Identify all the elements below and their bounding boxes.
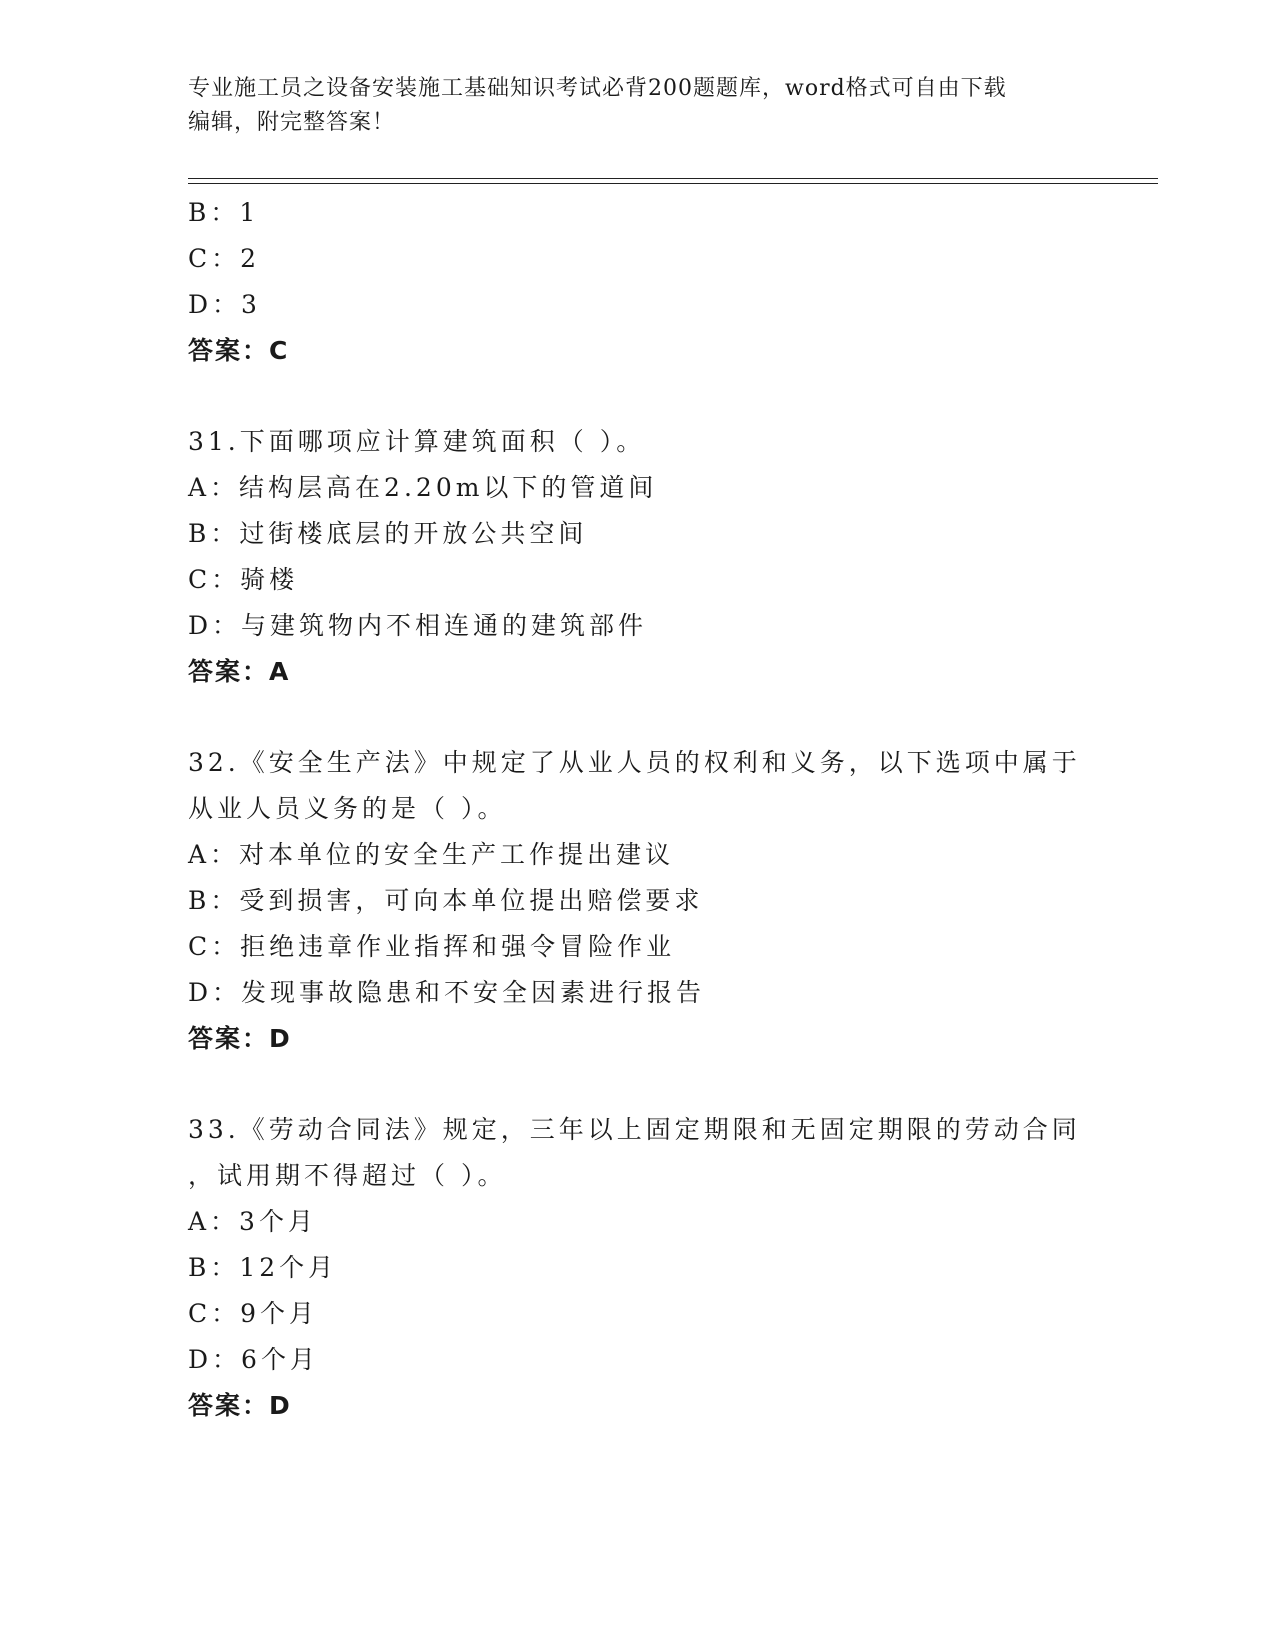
answer-line: 答案：A — [188, 657, 291, 686]
question-stem-line-1: 32.《安全生产法》中规定了从业人员的权利和义务，以下选项中属于 — [188, 748, 1081, 777]
answer-line: 答案：C — [188, 336, 290, 365]
option-c: C：2 — [188, 244, 261, 273]
question-stem-line-1: 33.《劳动合同法》规定，三年以上固定期限和无固定期限的劳动合同 — [188, 1115, 1081, 1144]
option-d: D：3 — [188, 290, 261, 319]
question-33 — [188, 1107, 1088, 1429]
answer-line: 答案：D — [188, 1391, 292, 1420]
option-a: A：3个月 — [188, 1207, 317, 1236]
option-b: B：过街楼底层的开放公共空间 — [188, 519, 588, 548]
option-c: C：拒绝违章作业指挥和强令冒险作业 — [188, 932, 676, 961]
option-a: A：结构层高在2.20m以下的管道间 — [188, 473, 658, 502]
option-d: D：与建筑物内不相连通的建筑部件 — [188, 611, 648, 640]
option-c: C：骑楼 — [188, 565, 299, 594]
question-stem-line-2: ，试用期不得超过（ ）。 — [188, 1161, 507, 1190]
option-c: C：9个月 — [188, 1299, 319, 1328]
question-spacer — [188, 374, 1088, 419]
question-stem: 31.下面哪项应计算建筑面积（ ）。 — [188, 427, 646, 456]
option-d: D：发现事故隐患和不安全因素进行报告 — [188, 978, 706, 1007]
option-b: B：受到损害，可向本单位提出赔偿要求 — [188, 886, 704, 915]
header-title-line-1: 专业施工员之设备安装施工基础知识考试必背200题题库，word格式可自由下载 — [188, 76, 1007, 101]
question-spacer — [188, 1062, 1088, 1107]
option-b: B：12个月 — [188, 1253, 338, 1282]
header-title-line-2: 编辑，附完整答案！ — [188, 110, 396, 135]
option-d: D：6个月 — [188, 1345, 319, 1374]
question-30-continued — [188, 190, 1088, 374]
answer-line: 答案：D — [188, 1024, 292, 1053]
header-divider-top — [188, 178, 1158, 179]
question-31 — [188, 419, 1088, 695]
header-divider-bottom — [188, 183, 1158, 184]
question-spacer — [188, 695, 1088, 740]
page-header — [188, 72, 1088, 140]
question-stem-line-2: 从业人员义务的是（ ）。 — [188, 794, 507, 823]
option-b: B：1 — [188, 198, 260, 227]
question-list — [188, 190, 1088, 1429]
option-a: A：对本单位的安全生产工作提出建议 — [188, 840, 675, 869]
question-32 — [188, 740, 1088, 1062]
